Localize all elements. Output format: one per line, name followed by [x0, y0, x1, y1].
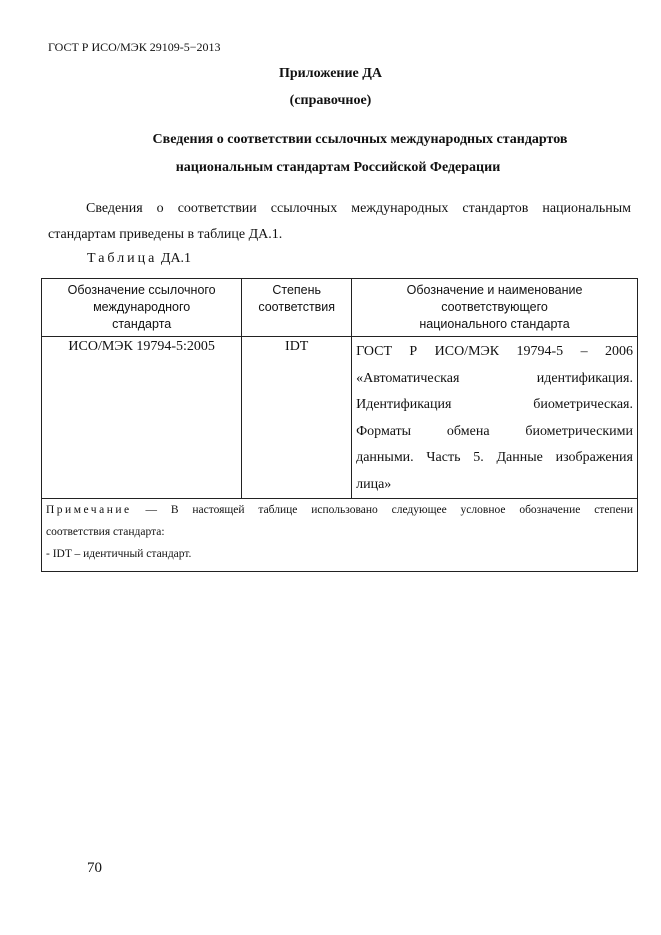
national-line: Форматы обмена биометрическими	[356, 423, 633, 439]
national-line: Идентификация биометрическая.	[356, 397, 633, 412]
section-heading-line2: национальным стандартам Российской Федерации	[175, 160, 501, 175]
header-intl-line2: международного	[93, 300, 191, 314]
section-heading-line1: Сведения о соответствии ссылочных международных стандартов	[152, 132, 568, 147]
appendix-subtitle: (справочное)	[289, 93, 372, 108]
table-header-row	[42, 279, 638, 337]
note-label: Примечание	[46, 504, 132, 516]
national-line: «Автоматическая идентификация.	[356, 370, 633, 386]
national-line: лица»	[356, 476, 392, 492]
header-degree-line2: соответствия	[258, 300, 336, 314]
document-code: ГОСТ Р ИСО/МЭК 29109-5−2013	[48, 40, 221, 54]
national-line: данными. Часть 5. Данные изображения	[356, 450, 633, 465]
header-intl-standard	[42, 279, 242, 337]
table-caption	[87, 251, 191, 267]
header-national-line3: национального стандарта	[419, 317, 570, 331]
header-national-standard	[352, 279, 638, 337]
intro-line1: Сведения о соответствии ссылочных международных стандартов национальным	[86, 201, 631, 216]
table-caption-word: Таблица	[87, 251, 158, 266]
table-row	[42, 337, 638, 499]
table-note	[42, 499, 638, 572]
table-note-row	[42, 499, 638, 572]
header-degree	[242, 279, 352, 337]
header-intl-line1: Обозначение ссылочного	[67, 283, 216, 297]
page-number: 70	[87, 860, 102, 876]
header-national-line1: Обозначение и наименование	[406, 283, 583, 297]
header-degree-line1: Степень	[272, 283, 322, 297]
table-caption-id: ДА.1	[160, 251, 192, 266]
note-line2: соответствия стандарта:	[46, 526, 165, 538]
note-line1	[46, 499, 633, 521]
cell-intl-standard: ИСО/МЭК 19794-5:2005	[42, 337, 242, 499]
national-line: ГОСТ Р ИСО/МЭК 19794-5 – 2006	[356, 344, 633, 359]
note-text1: — В настоящей таблице использовано следующее условное обозначение степени	[131, 504, 633, 516]
cell-national-standard	[352, 337, 638, 499]
correspondence-table	[41, 278, 638, 572]
cell-degree: IDT	[242, 337, 352, 499]
intro-line2: стандартам приведены в таблице ДА.1.	[48, 227, 283, 242]
intro-paragraph	[48, 196, 631, 248]
header-intl-line3: стандарта	[112, 317, 172, 331]
note-line3: - IDT – идентичный стандарт.	[46, 548, 192, 560]
header-national-line2: соответствующего	[441, 300, 548, 314]
appendix-title: Приложение ДА	[278, 66, 383, 81]
